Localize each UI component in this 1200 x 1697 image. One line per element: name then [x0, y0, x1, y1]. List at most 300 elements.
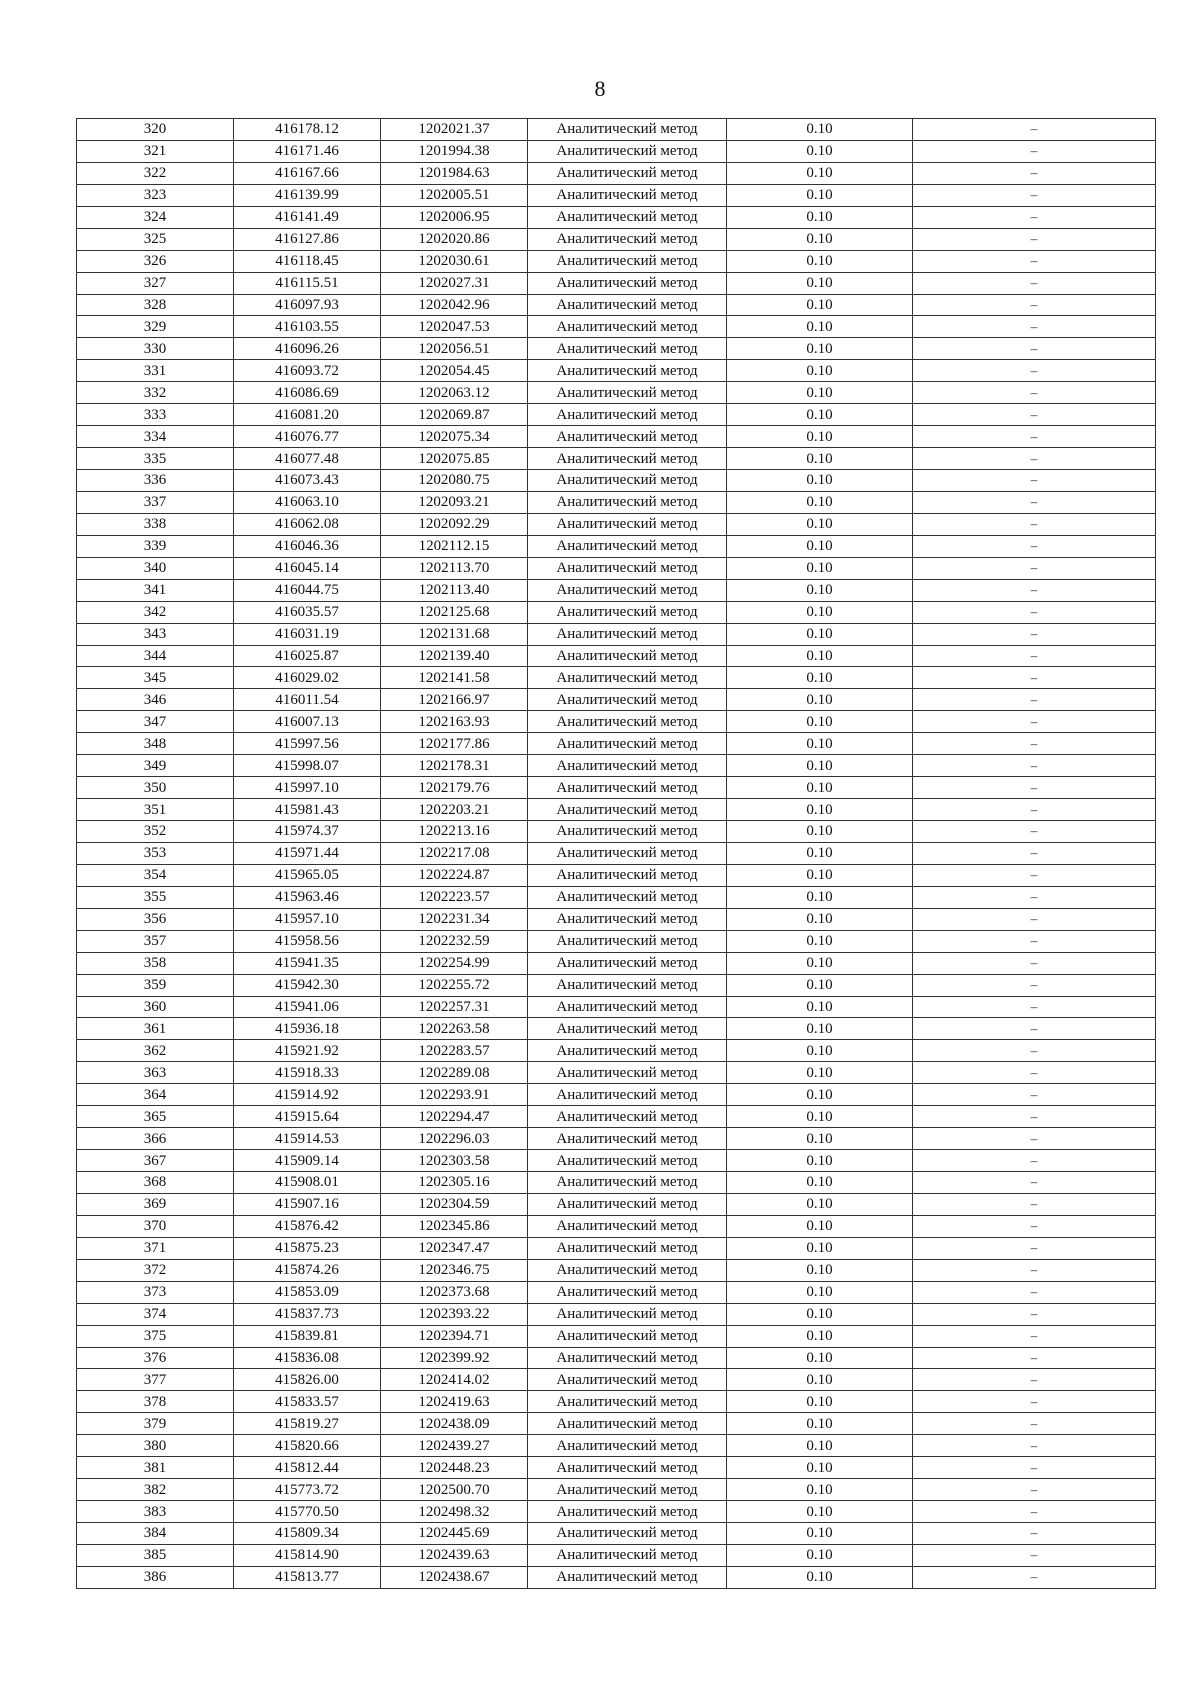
method-cell: Аналитический метод — [528, 250, 727, 272]
description-cell: – — [913, 1544, 1156, 1566]
description-cell: – — [913, 184, 1156, 206]
y-coordinate-cell: 1202296.03 — [381, 1128, 528, 1150]
y-coordinate-cell: 1201994.38 — [381, 140, 528, 162]
point-number-cell: 339 — [77, 535, 234, 557]
table-row — [77, 974, 1156, 996]
x-coordinate-cell: 415833.57 — [234, 1391, 381, 1413]
point-number-cell: 385 — [77, 1544, 234, 1566]
description-cell: – — [913, 206, 1156, 228]
x-coordinate-cell: 415971.44 — [234, 842, 381, 864]
precision-cell: 0.10 — [727, 448, 913, 470]
x-coordinate-cell: 416025.87 — [234, 645, 381, 667]
point-number-cell: 328 — [77, 294, 234, 316]
point-number-cell: 349 — [77, 755, 234, 777]
description-cell: – — [913, 1479, 1156, 1501]
description-cell: – — [913, 448, 1156, 470]
method-cell: Аналитический метод — [528, 1435, 727, 1457]
point-number-cell: 357 — [77, 930, 234, 952]
method-cell: Аналитический метод — [528, 426, 727, 448]
table-row — [77, 119, 1156, 141]
table-row — [77, 162, 1156, 184]
table-row — [77, 382, 1156, 404]
precision-cell: 0.10 — [727, 930, 913, 952]
y-coordinate-cell: 1201984.63 — [381, 162, 528, 184]
description-cell: – — [913, 272, 1156, 294]
description-cell: – — [913, 799, 1156, 821]
method-cell: Аналитический метод — [528, 470, 727, 492]
method-cell: Аналитический метод — [528, 799, 727, 821]
method-cell: Аналитический метод — [528, 294, 727, 316]
method-cell: Аналитический метод — [528, 689, 727, 711]
description-cell: – — [913, 623, 1156, 645]
point-number-cell: 364 — [77, 1084, 234, 1106]
y-coordinate-cell: 1202263.58 — [381, 1018, 528, 1040]
precision-cell: 0.10 — [727, 162, 913, 184]
method-cell: Аналитический метод — [528, 1523, 727, 1545]
precision-cell: 0.10 — [727, 1193, 913, 1215]
x-coordinate-cell: 415826.00 — [234, 1369, 381, 1391]
point-number-cell: 383 — [77, 1501, 234, 1523]
precision-cell: 0.10 — [727, 316, 913, 338]
description-cell: – — [913, 1391, 1156, 1413]
description-cell: – — [913, 1303, 1156, 1325]
x-coordinate-cell: 416035.57 — [234, 601, 381, 623]
y-coordinate-cell: 1202020.86 — [381, 228, 528, 250]
method-cell: Аналитический метод — [528, 448, 727, 470]
x-coordinate-cell: 416103.55 — [234, 316, 381, 338]
table-row — [77, 1325, 1156, 1347]
description-cell: – — [913, 491, 1156, 513]
method-cell: Аналитический метод — [528, 119, 727, 141]
description-cell: – — [913, 404, 1156, 426]
description-cell: – — [913, 360, 1156, 382]
point-number-cell: 347 — [77, 711, 234, 733]
y-coordinate-cell: 1202054.45 — [381, 360, 528, 382]
y-coordinate-cell: 1202373.68 — [381, 1281, 528, 1303]
precision-cell: 0.10 — [727, 1215, 913, 1237]
table-row — [77, 316, 1156, 338]
table-row — [77, 930, 1156, 952]
table-row — [77, 184, 1156, 206]
method-cell: Аналитический метод — [528, 1303, 727, 1325]
table-row — [77, 623, 1156, 645]
precision-cell: 0.10 — [727, 821, 913, 843]
y-coordinate-cell: 1202289.08 — [381, 1062, 528, 1084]
method-cell: Аналитический метод — [528, 1215, 727, 1237]
y-coordinate-cell: 1202042.96 — [381, 294, 528, 316]
table-row — [77, 689, 1156, 711]
precision-cell: 0.10 — [727, 1413, 913, 1435]
method-cell: Аналитический метод — [528, 228, 727, 250]
point-number-cell: 326 — [77, 250, 234, 272]
x-coordinate-cell: 416044.75 — [234, 579, 381, 601]
y-coordinate-cell: 1202414.02 — [381, 1369, 528, 1391]
table-row — [77, 535, 1156, 557]
method-cell: Аналитический метод — [528, 667, 727, 689]
x-coordinate-cell: 415874.26 — [234, 1259, 381, 1281]
precision-cell: 0.10 — [727, 1172, 913, 1194]
table-row — [77, 206, 1156, 228]
method-cell: Аналитический метод — [528, 1259, 727, 1281]
point-number-cell: 366 — [77, 1128, 234, 1150]
x-coordinate-cell: 415965.05 — [234, 864, 381, 886]
y-coordinate-cell: 1202393.22 — [381, 1303, 528, 1325]
precision-cell: 0.10 — [727, 777, 913, 799]
y-coordinate-cell: 1202438.67 — [381, 1566, 528, 1588]
point-number-cell: 382 — [77, 1479, 234, 1501]
point-number-cell: 341 — [77, 579, 234, 601]
x-coordinate-cell: 415997.56 — [234, 733, 381, 755]
x-coordinate-cell: 415974.37 — [234, 821, 381, 843]
x-coordinate-cell: 415839.81 — [234, 1325, 381, 1347]
table-row — [77, 1062, 1156, 1084]
description-cell: – — [913, 755, 1156, 777]
point-number-cell: 359 — [77, 974, 234, 996]
method-cell: Аналитический метод — [528, 1150, 727, 1172]
description-cell: – — [913, 1457, 1156, 1479]
description-cell: – — [913, 1040, 1156, 1062]
point-number-cell: 363 — [77, 1062, 234, 1084]
table-row — [77, 1281, 1156, 1303]
method-cell: Аналитический метод — [528, 1501, 727, 1523]
y-coordinate-cell: 1202224.87 — [381, 864, 528, 886]
x-coordinate-cell: 415812.44 — [234, 1457, 381, 1479]
method-cell: Аналитический метод — [528, 1479, 727, 1501]
table-row — [77, 513, 1156, 535]
precision-cell: 0.10 — [727, 864, 913, 886]
point-number-cell: 353 — [77, 842, 234, 864]
point-number-cell: 371 — [77, 1237, 234, 1259]
y-coordinate-cell: 1202419.63 — [381, 1391, 528, 1413]
table-row — [77, 360, 1156, 382]
description-cell: – — [913, 821, 1156, 843]
precision-cell: 0.10 — [727, 404, 913, 426]
description-cell: – — [913, 1281, 1156, 1303]
y-coordinate-cell: 1202006.95 — [381, 206, 528, 228]
y-coordinate-cell: 1202293.91 — [381, 1084, 528, 1106]
point-number-cell: 352 — [77, 821, 234, 843]
method-cell: Аналитический метод — [528, 974, 727, 996]
table-row — [77, 1128, 1156, 1150]
method-cell: Аналитический метод — [528, 162, 727, 184]
y-coordinate-cell: 1202345.86 — [381, 1215, 528, 1237]
method-cell: Аналитический метод — [528, 1369, 727, 1391]
y-coordinate-cell: 1202131.68 — [381, 623, 528, 645]
description-cell: – — [913, 1128, 1156, 1150]
table-row — [77, 1215, 1156, 1237]
precision-cell: 0.10 — [727, 206, 913, 228]
point-number-cell: 322 — [77, 162, 234, 184]
x-coordinate-cell: 415963.46 — [234, 886, 381, 908]
x-coordinate-cell: 415876.42 — [234, 1215, 381, 1237]
x-coordinate-cell: 416073.43 — [234, 470, 381, 492]
description-cell: – — [913, 535, 1156, 557]
table-row — [77, 601, 1156, 623]
description-cell: – — [913, 974, 1156, 996]
table-row — [77, 711, 1156, 733]
coordinates-table — [76, 118, 1156, 1589]
x-coordinate-cell: 415918.33 — [234, 1062, 381, 1084]
y-coordinate-cell: 1202255.72 — [381, 974, 528, 996]
table-row — [77, 1544, 1156, 1566]
method-cell: Аналитический метод — [528, 557, 727, 579]
table-row — [77, 996, 1156, 1018]
y-coordinate-cell: 1202027.31 — [381, 272, 528, 294]
point-number-cell: 325 — [77, 228, 234, 250]
description-cell: – — [913, 1172, 1156, 1194]
precision-cell: 0.10 — [727, 1566, 913, 1588]
point-number-cell: 360 — [77, 996, 234, 1018]
description-cell: – — [913, 1018, 1156, 1040]
precision-cell: 0.10 — [727, 755, 913, 777]
y-coordinate-cell: 1202347.47 — [381, 1237, 528, 1259]
table-row — [77, 1391, 1156, 1413]
description-cell: – — [913, 689, 1156, 711]
point-number-cell: 336 — [77, 470, 234, 492]
table-row — [77, 1193, 1156, 1215]
description-cell: – — [913, 864, 1156, 886]
y-coordinate-cell: 1202125.68 — [381, 601, 528, 623]
method-cell: Аналитический метод — [528, 777, 727, 799]
x-coordinate-cell: 416011.54 — [234, 689, 381, 711]
x-coordinate-cell: 416076.77 — [234, 426, 381, 448]
x-coordinate-cell: 416115.51 — [234, 272, 381, 294]
description-cell: – — [913, 886, 1156, 908]
description-cell: – — [913, 1106, 1156, 1128]
table-row — [77, 1259, 1156, 1281]
description-cell: – — [913, 316, 1156, 338]
method-cell: Аналитический метод — [528, 755, 727, 777]
table-row — [77, 404, 1156, 426]
y-coordinate-cell: 1202075.34 — [381, 426, 528, 448]
y-coordinate-cell: 1202030.61 — [381, 250, 528, 272]
method-cell: Аналитический метод — [528, 711, 727, 733]
method-cell: Аналитический метод — [528, 1325, 727, 1347]
y-coordinate-cell: 1202163.93 — [381, 711, 528, 733]
method-cell: Аналитический метод — [528, 1237, 727, 1259]
x-coordinate-cell: 415958.56 — [234, 930, 381, 952]
method-cell: Аналитический метод — [528, 1544, 727, 1566]
y-coordinate-cell: 1202177.86 — [381, 733, 528, 755]
method-cell: Аналитический метод — [528, 404, 727, 426]
table-row — [77, 1369, 1156, 1391]
method-cell: Аналитический метод — [528, 1018, 727, 1040]
description-cell: – — [913, 557, 1156, 579]
precision-cell: 0.10 — [727, 1128, 913, 1150]
y-coordinate-cell: 1202304.59 — [381, 1193, 528, 1215]
description-cell: – — [913, 294, 1156, 316]
point-number-cell: 365 — [77, 1106, 234, 1128]
table-row — [77, 1566, 1156, 1588]
x-coordinate-cell: 415820.66 — [234, 1435, 381, 1457]
x-coordinate-cell: 415921.92 — [234, 1040, 381, 1062]
point-number-cell: 362 — [77, 1040, 234, 1062]
precision-cell: 0.10 — [727, 1150, 913, 1172]
method-cell: Аналитический метод — [528, 579, 727, 601]
description-cell: – — [913, 777, 1156, 799]
point-number-cell: 376 — [77, 1347, 234, 1369]
x-coordinate-cell: 416031.19 — [234, 623, 381, 645]
description-cell: – — [913, 162, 1156, 184]
precision-cell: 0.10 — [727, 667, 913, 689]
description-cell: – — [913, 952, 1156, 974]
table-row — [77, 1523, 1156, 1545]
precision-cell: 0.10 — [727, 1544, 913, 1566]
description-cell: – — [913, 338, 1156, 360]
x-coordinate-cell: 415809.34 — [234, 1523, 381, 1545]
precision-cell: 0.10 — [727, 733, 913, 755]
y-coordinate-cell: 1202179.76 — [381, 777, 528, 799]
precision-cell: 0.10 — [727, 140, 913, 162]
precision-cell: 0.10 — [727, 1303, 913, 1325]
point-number-cell: 335 — [77, 448, 234, 470]
description-cell: – — [913, 1347, 1156, 1369]
point-number-cell: 329 — [77, 316, 234, 338]
precision-cell: 0.10 — [727, 974, 913, 996]
y-coordinate-cell: 1202056.51 — [381, 338, 528, 360]
precision-cell: 0.10 — [727, 119, 913, 141]
table-row — [77, 1347, 1156, 1369]
table-row — [77, 667, 1156, 689]
precision-cell: 0.10 — [727, 535, 913, 557]
table-row — [77, 908, 1156, 930]
method-cell: Аналитический метод — [528, 140, 727, 162]
y-coordinate-cell: 1202047.53 — [381, 316, 528, 338]
precision-cell: 0.10 — [727, 711, 913, 733]
method-cell: Аналитический метод — [528, 1040, 727, 1062]
description-cell: – — [913, 711, 1156, 733]
table-row — [77, 1303, 1156, 1325]
table-row — [77, 272, 1156, 294]
point-number-cell: 372 — [77, 1259, 234, 1281]
y-coordinate-cell: 1202093.21 — [381, 491, 528, 513]
description-cell: – — [913, 1084, 1156, 1106]
point-number-cell: 374 — [77, 1303, 234, 1325]
y-coordinate-cell: 1202448.23 — [381, 1457, 528, 1479]
y-coordinate-cell: 1202080.75 — [381, 470, 528, 492]
y-coordinate-cell: 1202498.32 — [381, 1501, 528, 1523]
table-row — [77, 250, 1156, 272]
description-cell: – — [913, 601, 1156, 623]
table-row — [77, 1457, 1156, 1479]
x-coordinate-cell: 415981.43 — [234, 799, 381, 821]
y-coordinate-cell: 1202439.27 — [381, 1435, 528, 1457]
x-coordinate-cell: 415941.06 — [234, 996, 381, 1018]
y-coordinate-cell: 1202139.40 — [381, 645, 528, 667]
x-coordinate-cell: 416086.69 — [234, 382, 381, 404]
point-number-cell: 337 — [77, 491, 234, 513]
table-row — [77, 1150, 1156, 1172]
x-coordinate-cell: 415909.14 — [234, 1150, 381, 1172]
x-coordinate-cell: 415813.77 — [234, 1566, 381, 1588]
precision-cell: 0.10 — [727, 1084, 913, 1106]
precision-cell: 0.10 — [727, 382, 913, 404]
y-coordinate-cell: 1202217.08 — [381, 842, 528, 864]
precision-cell: 0.10 — [727, 1435, 913, 1457]
y-coordinate-cell: 1202231.34 — [381, 908, 528, 930]
method-cell: Аналитический метод — [528, 1193, 727, 1215]
table-row — [77, 1172, 1156, 1194]
table-row — [77, 491, 1156, 513]
table-row — [77, 294, 1156, 316]
point-number-cell: 348 — [77, 733, 234, 755]
method-cell: Аналитический метод — [528, 338, 727, 360]
x-coordinate-cell: 416118.45 — [234, 250, 381, 272]
point-number-cell: 320 — [77, 119, 234, 141]
y-coordinate-cell: 1202069.87 — [381, 404, 528, 426]
point-number-cell: 344 — [77, 645, 234, 667]
precision-cell: 0.10 — [727, 1018, 913, 1040]
description-cell: – — [913, 140, 1156, 162]
point-number-cell: 367 — [77, 1150, 234, 1172]
point-number-cell: 321 — [77, 140, 234, 162]
table-row — [77, 1501, 1156, 1523]
method-cell: Аналитический метод — [528, 623, 727, 645]
y-coordinate-cell: 1202303.58 — [381, 1150, 528, 1172]
x-coordinate-cell: 415907.16 — [234, 1193, 381, 1215]
description-cell: – — [913, 426, 1156, 448]
precision-cell: 0.10 — [727, 952, 913, 974]
point-number-cell: 378 — [77, 1391, 234, 1413]
description-cell: – — [913, 1566, 1156, 1588]
table-row — [77, 755, 1156, 777]
precision-cell: 0.10 — [727, 601, 913, 623]
description-cell: – — [913, 1193, 1156, 1215]
description-cell: – — [913, 1150, 1156, 1172]
description-cell: – — [913, 1215, 1156, 1237]
description-cell: – — [913, 579, 1156, 601]
precision-cell: 0.10 — [727, 842, 913, 864]
point-number-cell: 370 — [77, 1215, 234, 1237]
table-row — [77, 1479, 1156, 1501]
point-number-cell: 334 — [77, 426, 234, 448]
precision-cell: 0.10 — [727, 491, 913, 513]
precision-cell: 0.10 — [727, 294, 913, 316]
method-cell: Аналитический метод — [528, 1062, 727, 1084]
description-cell: – — [913, 1369, 1156, 1391]
description-cell: – — [913, 930, 1156, 952]
table-row — [77, 557, 1156, 579]
point-number-cell: 350 — [77, 777, 234, 799]
point-number-cell: 342 — [77, 601, 234, 623]
point-number-cell: 345 — [77, 667, 234, 689]
point-number-cell: 358 — [77, 952, 234, 974]
method-cell: Аналитический метод — [528, 513, 727, 535]
point-number-cell: 323 — [77, 184, 234, 206]
x-coordinate-cell: 416077.48 — [234, 448, 381, 470]
table-row — [77, 1435, 1156, 1457]
y-coordinate-cell: 1202141.58 — [381, 667, 528, 689]
table-row — [77, 799, 1156, 821]
y-coordinate-cell: 1202346.75 — [381, 1259, 528, 1281]
method-cell: Аналитический метод — [528, 1084, 727, 1106]
y-coordinate-cell: 1202113.40 — [381, 579, 528, 601]
y-coordinate-cell: 1202113.70 — [381, 557, 528, 579]
description-cell: – — [913, 250, 1156, 272]
x-coordinate-cell: 416139.99 — [234, 184, 381, 206]
description-cell: – — [913, 513, 1156, 535]
table-row — [77, 579, 1156, 601]
x-coordinate-cell: 415773.72 — [234, 1479, 381, 1501]
precision-cell: 0.10 — [727, 1347, 913, 1369]
precision-cell: 0.10 — [727, 623, 913, 645]
point-number-cell: 355 — [77, 886, 234, 908]
precision-cell: 0.10 — [727, 996, 913, 1018]
precision-cell: 0.10 — [727, 1457, 913, 1479]
method-cell: Аналитический метод — [528, 382, 727, 404]
table-row — [77, 1237, 1156, 1259]
description-cell: – — [913, 996, 1156, 1018]
